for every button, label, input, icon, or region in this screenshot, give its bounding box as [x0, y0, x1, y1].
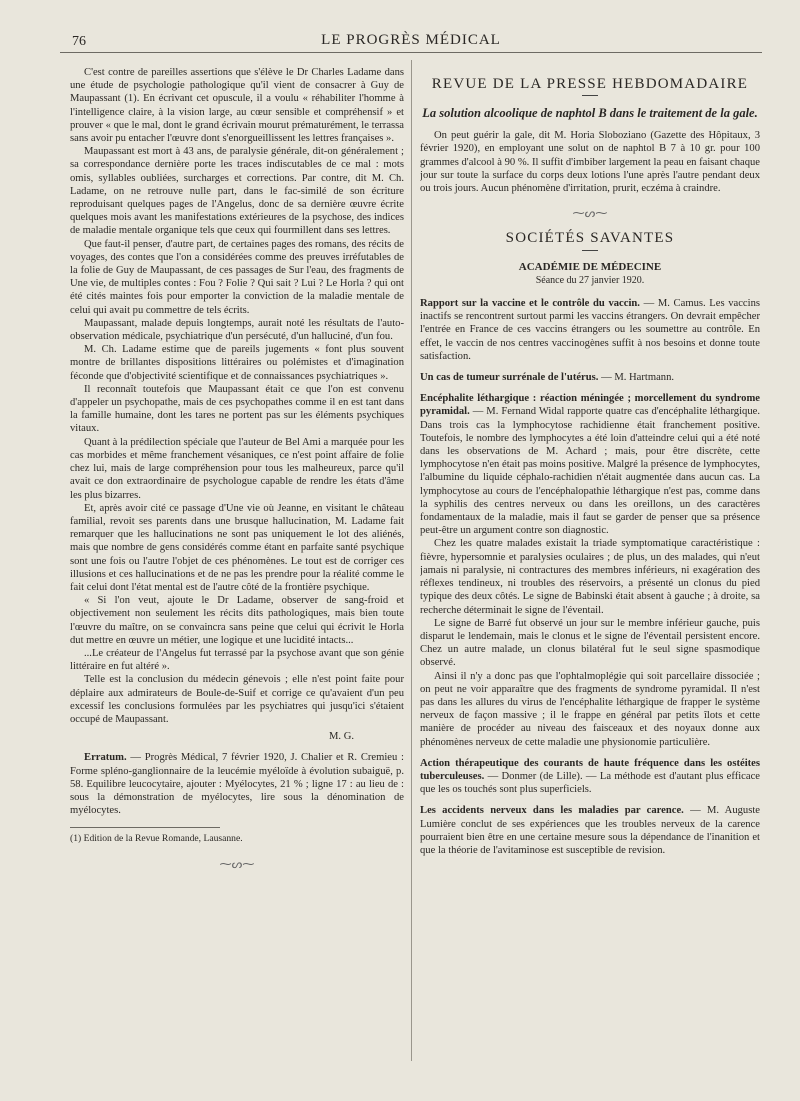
item-text: — M. Fernand Widal rapporte quatre cas d'encéphalite léthargique. Dans trois cas la lymphocytose rachidienne était franchement positive. Toutefois, le nombre des lymphocytes a été loin d'atteindre celui qui a été noté dans les observations de M. Achard ; mais, pour être discrète, cette lymphocytose n'en était pas moins positive. Malgré la présence de lymphocytes, l'albumine du liquide céphalo-rachidien n'était augmentée dans aucun cas. La lymphocytose au cours de l'encéphalopathie léthargique n'est pas, comme dans la syphilis des centres nerveux ou dans les oreillons, un des caractères fondamentaux de la maladie, mais il faut se garder de penser que sa présence peut-être un argument contre son diagnostic. [420, 406, 760, 537]
paragraph: Que faut-il penser, d'autre part, de certaines pages des romans, des récits de voyages, des contes que l'on a considérées comme des preuves irréfutables de la folie de Guy de Maupassant, de ces passages de Sur l'eau, des fragments de Une vie, de multiples contes : Fou ? Folie ? Qui sait ? Lui ? Le Horla ? qui ont été cités maintes fois pour emporter la conviction de la maladie mentale de celui qui avait pu commettre de tels écrits. [70, 238, 404, 316]
session-date: Séance du 27 janvier 1920. [535, 274, 645, 286]
communication-item [420, 371, 760, 384]
paragraph: Telle est la conclusion du médecin génevois ; elle n'est point faite pour déplaire aux admirateurs de Boule-de-Suif et corrige ce qu'avaient d'un peu excessif les conclusions formulées par les psychiatres qui jusqu'ici s'étaient occupé de Maupassant. [70, 674, 404, 725]
paragraph [420, 537, 760, 616]
paragraph: « Si l'on veut, ajoute le Dr Ladame, observer de sang-froid et objectivement non seulement les récits dits pathologiques, mais bien toute l'œuvre du maître, on se convaincra sans peine que celui qui écrivit le Horla dut mettre en œuvre un métier, une logique et une lucidité intacts... [70, 595, 404, 646]
communication-item [420, 297, 760, 363]
item-lead: Action thérapeutique des courants de haute fréquence dans les ostéites tuberculeuses. [420, 757, 760, 782]
erratum-label: Erratum. [84, 752, 127, 764]
running-title: LE PROGRÈS MÉDICAL [321, 32, 501, 48]
article-title: La solution alcoolique de naphtol B dans le traitement de la gale. [422, 106, 758, 121]
item-lead: Encéphalite léthargique : réaction méningée ; morcellement du syndrome pyramidal. [420, 393, 760, 418]
paragraph: Quant à la prédilection spéciale que l'auteur de Bel Ami a marquée pour les cas morbides et même franchement vésaniques, ce n'est point affaire de folie chez lui, mais de large compréhension pour tous les malheureux, parce qu'il avait ce don extraordinaire de psychologue capable de rendre les états d'âme les plus bizarres. [70, 436, 404, 501]
item-text: — M. Hartmann. [598, 372, 675, 384]
column-divider [411, 60, 412, 1061]
section-title-societies: SOCIÉTÉS SAVANTES [505, 230, 675, 247]
footnote: (1) Edition de la Revue Romande, Lausanne. [70, 833, 243, 845]
item-lead: Un cas de tumeur surrénale de l'utérus. [420, 372, 599, 384]
paragraph: Il reconnaît toutefois que Maupassant était ce que l'on est convenu d'appeler un psychopathe, mais de ces psychopathes comme il en est tant dans la famille humaine, dont les tares ne portent pas sur les éléments psychiques vitaux. [70, 383, 404, 435]
paragraph: Maupassant, malade depuis longtemps, aurait noté les résultats de l'auto-observation médicale, psychiatrique d'un persécuté, d'un halluciné, d'un fou. [70, 317, 404, 343]
paragraph: Maupassant est mort à 43 ans, de paralysie générale, dit-on généralement ; sa correspondance dernière porte les traces indiscutables de ce mal : mots omis, syllables oubliées, surcharges et corrections. Par contre, dit M. Ch. Ladame, on ne retrouve nulle part, dans le fac-similé de son écriture reproduisant quelques pages de l'Angelus, donc de sa dernière œuvre écrite quelques mois avant les manifestations extérieures de la psychose, des indices de maladie mentale organique tels que ceux qui fourmillent dans ses lettres. [70, 146, 404, 237]
item-text: Chez les quatre malades existait la triade symptomatique caractéristique : fièvre, hypersomnie et paralysies oculaires ; de plus, un des malades, qui n'eut jamais ni paralysie, ni contractures des membres inférieurs, ni exagération des réflexes tendineux, ni troubles des réservoirs, a présenté un clonus du pied typique des deux côtés. Le signe de Babinski était absent à gauche ; à droite, sa recherche déterminait le signe de l'éventail. [420, 538, 760, 616]
item-text: — M. Camus. Les vaccins inactifs se rencontrent surtout parmi les vaccins étrangers. On devrait empêcher l'entrée en France de ces vaccins étrangers ou les soumettre au contrôle. En effet, le vaccin de nos centres vaccinogènes suffit à nos besoins et donne toute satisfaction. [420, 298, 760, 362]
section-title-press-review: REVUE DE LA PRESSE HEBDOMADAIRE [431, 76, 749, 92]
left-column [70, 66, 404, 1061]
title-rule [582, 250, 598, 251]
ornament: ⁓ᔕ⁓ [572, 206, 608, 221]
communication-item [420, 757, 760, 797]
paragraph: M. Ch. Ladame estime que de pareils jugements « font plus souvent montre de brillantes dispositions littéraires ou polémistes et d'imagination féconde que d'objectivité scientifique et de connaissances psychiatriques ». [70, 344, 404, 382]
ornament: ⁓ᔕ⁓ [219, 856, 255, 871]
communication-item [420, 804, 760, 857]
page-header [60, 30, 762, 53]
paragraph [420, 670, 760, 749]
erratum-text: — Progrès Médical, 7 février 1920, J. Chalier et R. Cremieu : Forme spléno-ganglionnaire de la leucémie myéloïde à évolution subaiguë, p. 58. Equilibre leucocytaire, ajouter : Myélocytes, 21 % ; ligne 17 : au lieu de : sous la démonstration de myélocytes, lire sous la dénomination de myélocytes. [70, 752, 404, 817]
item-lead: Les accidents nerveux dans les maladies par carence. [420, 805, 684, 817]
communication-item [420, 392, 760, 537]
item-text: — M. Auguste Lumière conclut de ses expériences que les troubles nerveux de la carence pourraient bien être en une certaine mesure sous la dépendance de l'inanition et que la théorie de l'avitaminose est susceptible de revision. [420, 805, 760, 856]
paragraph: C'est contre de pareilles assertions que s'élève le Dr Charles Ladame dans une étude de psychologie pathologique qu'il vient de consacrer à Guy de Maupassant (1). En écrivant cet opuscule, il a voulu « réhabiliter l'homme à l'intelligence claire, à la vision large, au cœur sensible et compréhensif » et prouver « que le mal, dont le grand écrivain mourut prématurément, le terrassa sans avoir pu entacher l'œuvre dont s'enorgueillissent les lettres françaises ». [70, 67, 404, 145]
signature: M. G. [328, 731, 354, 743]
erratum [70, 751, 404, 817]
item-text: Le signe de Barré fut observé un jour sur le membre inférieur gauche, puis disparut le lendemain, mais le clonus et le signe de l'éventail persistent encore. Chez un autre malade, un clonus bilatéral fut le seul signe spasmodique observé. [420, 617, 760, 669]
item-text: Ainsi il n'y a donc pas que l'ophtalmoplégie qui soit parcellaire dissociée ; on peut ne voir apparaître que des fragments de syndrome pyramidal. Il n'est pas dans les allures du virus de l'encéphalite léthargique de frapper le système nerveux de façon massive ; il le frappe en général par petits îlots et cette manière de procéder au niveau des faisceaux et des noyaux donne aux phénomènes nerveux de cette maladie une physionomie particulière. [420, 670, 760, 748]
item-text: — Donmer (de Lille). — La méthode est d'autant plus efficace que les os touchés sont plus superficiels. [420, 770, 760, 796]
title-rule [582, 95, 598, 96]
article-text: On peut guérir la gale, dit M. Horia Sloboziano (Gazette des Hôpitaux, 3 février 1920), en employant une solut on de naphtol B 7 à 10 gr. pour 100 grammes d'alcool à 90 %. Il suffit d'imbiber largement la peau en faisant chaque jour sur toute la surface du corps deux lotions l'une après l'autre pendant deux ou trois jours. Aucun phénomène d'irritation, prurit, eczéma à craindre. [420, 130, 760, 195]
item-lead: Rapport sur la vaccine et le contrôle du vaccin. [420, 298, 640, 310]
footnote-rule [70, 827, 220, 828]
paragraph: Et, après avoir cité ce passage d'Une vie où Jeanne, en visitant le château familial, revoit ses parents dans une brusque hallucination, M. Ladame fait remarquer que les hallucinations ne sont pas uniquement le lot des aliénés, mais que nombre de gens considérés comme étant en parfaite santé psychique sont une fois ou l'autre l'objet de ces phénomènes. Le tout est de corriger ces illusions et ces hallucinations et de ne pas les prendre pour la réalité comme le fait celui dont l'état mental est de l'autre côté de la frontière psychique. [70, 502, 404, 593]
paragraph [420, 617, 760, 670]
academy-heading: ACADÉMIE DE MÉDECINE [518, 260, 662, 273]
paragraph: ...Le créateur de l'Angelus fut terrassé par la psychose avant que son génie littéraire en fut altéré ». [70, 647, 404, 673]
page-number: 76 [72, 34, 86, 49]
right-column [420, 66, 760, 1061]
